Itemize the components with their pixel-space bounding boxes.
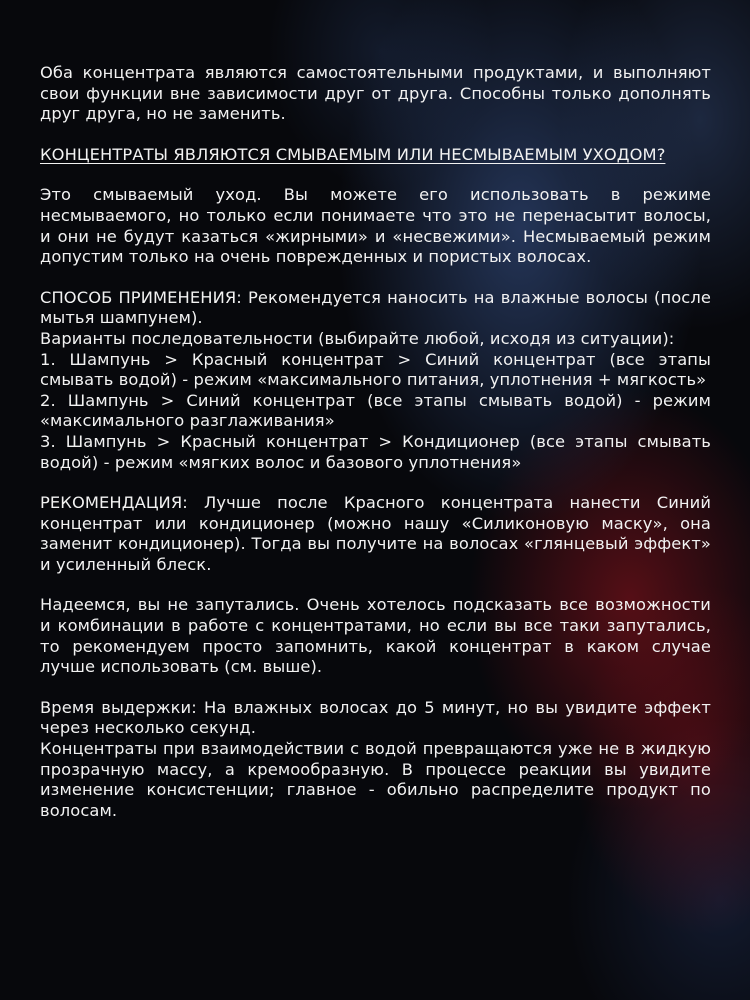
method-paragraph: СПОСОБ ПРИМЕНЕНИЯ: Рекомендуется наносить на влажные волосы (после мытья шампунем).	[40, 287, 711, 328]
section-heading: КОНЦЕНТРАТЫ ЯВЛЯЮТСЯ СМЫВАЕМЫМ ИЛИ НЕСМЫВАЕМЫМ УХОДОМ?	[40, 144, 666, 164]
intro-paragraph: Оба концентрата являются самостоятельными продуктами, и выполняют свои функции вне зависимости друг от друга. Способны только дополнять друг друга, но не заменить.	[40, 63, 711, 124]
variants-paragraph: Варианты последовательности (выбирайте любой, исходя из ситуации):	[40, 328, 675, 348]
step-2: 2. Шампунь > Синий концентрат (все этапы смывать водой) - режим «максимального разглаживания»	[40, 390, 711, 431]
rinse-paragraph: Это смываемый уход. Вы можете его использовать в режиме несмываемого, но только если понимаете что это не перенасытит волосы, и они не будут казаться «жирными» и «несвежими». Несмываемый режим допустим только на очень поврежденных и пористых волосах.	[40, 185, 711, 267]
step-3: 3. Шампунь > Красный концентрат > Кондиционер (все этапы смывать водой) - режим «мягких волос и базового уплотнения»	[40, 431, 711, 472]
reaction-paragraph: Концентраты при взаимодействии с водой превращаются уже не в жидкую прозрачную массу, а кремообразную. В процессе реакции вы увидите изменение консистенции; главное - обильно распределите продукт по волосам.	[40, 739, 711, 820]
step-1: 1. Шампунь > Красный концентрат > Синий концентрат (все этапы смывать водой) - режим «максимального питания, уплотнения + мягкость»	[40, 349, 711, 390]
hope-paragraph: Надеемся, вы не запутались. Очень хотелось подсказать все возможности и комбинации в работе с концентратами, но если вы все таки запутались, то рекомендуем просто запомнить, какой концентрат в каком случае лучше использовать (см. выше).	[40, 595, 711, 677]
recommendation-paragraph: РЕКОМЕНДАЦИЯ: Лучше после Красного концентрата нанести Синий концентрат или кондиционер (можно нашу «Силиконовую маску», она заменит кондиционер). Тогда вы получите на волосах «глянцевый эффект» и усиленный блеск.	[40, 493, 711, 574]
document-body	[40, 63, 711, 841]
time-paragraph: Время выдержки: На влажных волосах до 5 минут, но вы увидите эффект через несколько секунд.	[40, 697, 711, 738]
